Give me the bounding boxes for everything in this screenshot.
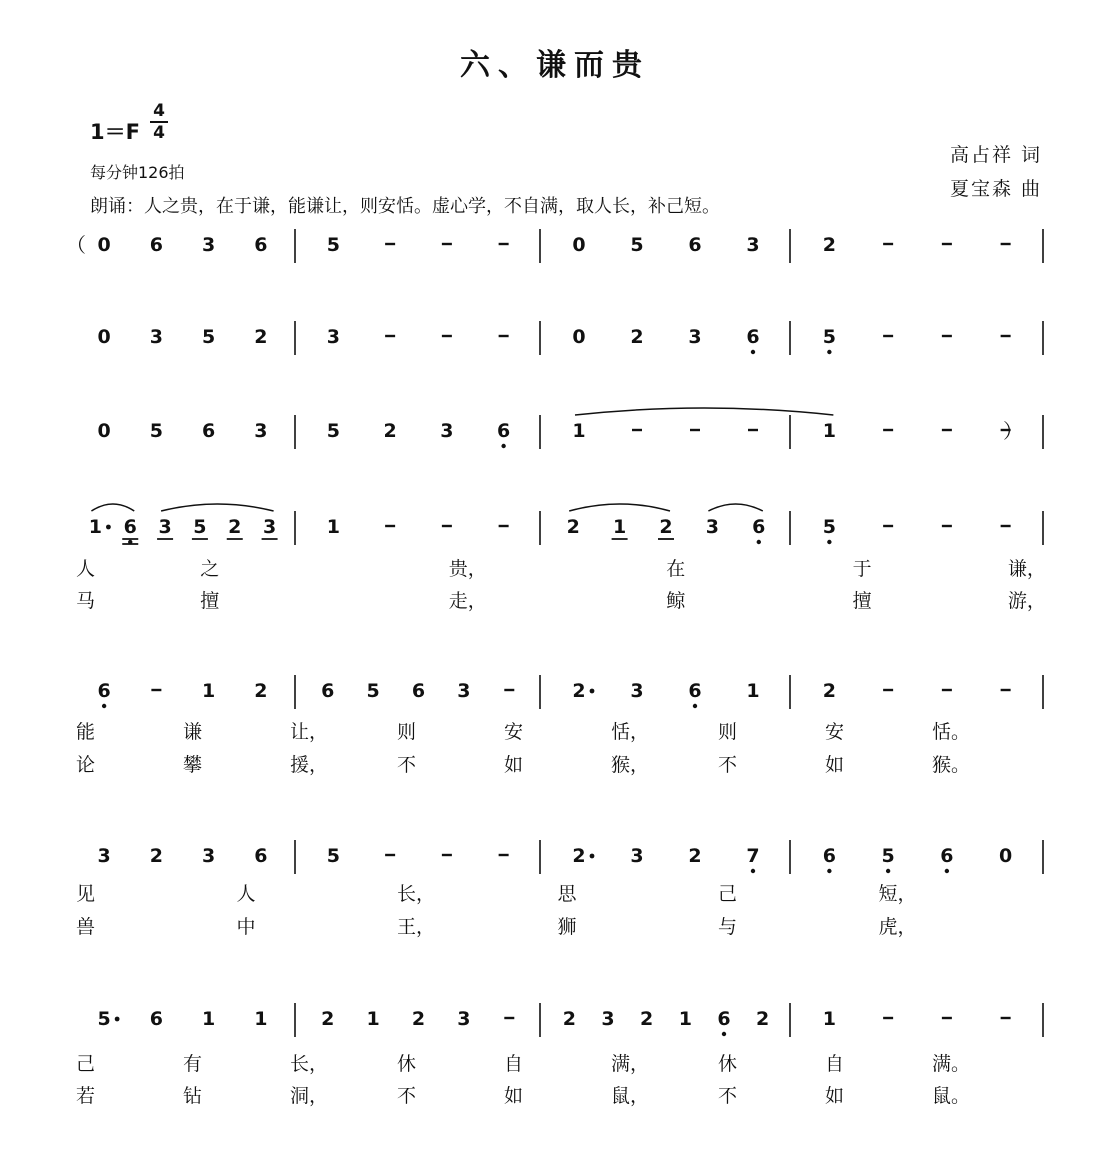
note-digit: 3 <box>326 326 340 348</box>
lyric-char: 钻 <box>183 1085 203 1107</box>
note-digit: 3 <box>97 845 111 867</box>
low-octave-dot <box>693 704 697 708</box>
slur <box>91 504 134 511</box>
low-octave-dot <box>945 869 949 873</box>
lyric-char: 之 <box>200 558 220 580</box>
note-digit: 5 <box>366 680 380 702</box>
note-digit: 2 <box>630 326 644 348</box>
note-digit: 6 <box>688 234 702 256</box>
note-digit: 2 <box>756 1008 770 1030</box>
note-digit: 0 <box>97 234 111 256</box>
note-digit: 1 <box>366 1008 380 1030</box>
note-digit: 6 <box>940 845 954 867</box>
note-digit: 2 <box>228 516 242 538</box>
lyric-char: 如 <box>825 754 845 776</box>
lyric-char: 如 <box>825 1085 845 1107</box>
lyric-char: 擅 <box>200 590 220 612</box>
lyric-char: 不 <box>397 754 417 776</box>
note-digit: 6 <box>321 680 335 702</box>
note-digit: 5 <box>97 1008 111 1030</box>
lyric-char: 有 <box>183 1053 203 1075</box>
song-title: 六、谦而贵 <box>460 48 650 83</box>
lyric-char: 满， <box>611 1053 650 1075</box>
note-digit: 2 <box>640 1008 654 1030</box>
note-digit: 6 <box>149 1008 163 1030</box>
note-digit: 3 <box>601 1008 615 1030</box>
lyric-char: 不 <box>397 1085 417 1107</box>
note-digit: 6 <box>497 420 511 442</box>
note-digit: 1 <box>822 1008 836 1030</box>
lyric-char: 自 <box>504 1053 524 1075</box>
lyric-char: 休 <box>718 1053 738 1075</box>
lyric-char: 在 <box>666 558 686 580</box>
note-digit: 2 <box>254 326 268 348</box>
note-digit: 5 <box>822 326 836 348</box>
note-digit: 1 <box>254 1008 268 1030</box>
note-digit: 6 <box>97 680 111 702</box>
lyric-char: 中 <box>236 916 256 938</box>
note-digit: 1 <box>746 680 760 702</box>
lyric-char: 游， <box>1007 590 1046 612</box>
note-digit: 6 <box>254 845 268 867</box>
note-digit: 3 <box>440 420 454 442</box>
lyric-char: 长， <box>290 1053 329 1075</box>
note-digit: 2 <box>149 845 163 867</box>
low-octave-dot <box>757 540 761 544</box>
note-digit: 6 <box>688 680 702 702</box>
note-digit: 0 <box>999 845 1013 867</box>
note-digit: 5 <box>193 516 207 538</box>
lyric-char: 谦， <box>1007 558 1046 580</box>
lyric-char: 与 <box>718 916 738 938</box>
note-digit: 2 <box>822 234 836 256</box>
low-octave-dot <box>722 1032 726 1036</box>
slur <box>708 504 762 511</box>
lyricist-credit: 高占祥 词 <box>949 144 1042 166</box>
note-digit: 5 <box>630 234 644 256</box>
note-digit: 3 <box>149 326 163 348</box>
note-digit: 6 <box>123 516 137 538</box>
lyric-char: 如 <box>504 754 524 776</box>
note-digit: 2 <box>566 516 580 538</box>
lyric-char: 王， <box>397 916 436 938</box>
lyric-char: 谦 <box>183 721 203 743</box>
opening-parenthesis: （ <box>66 233 86 257</box>
lyric-char: 兽 <box>76 916 96 938</box>
low-octave-dot <box>501 444 505 448</box>
note-digit: 1 <box>612 516 627 538</box>
note-digit: 6 <box>752 516 766 538</box>
note-digit: 2 <box>659 516 673 538</box>
closing-parenthesis: ） <box>1003 419 1023 443</box>
low-octave-dot <box>827 350 831 354</box>
note-digit: 2 <box>822 680 836 702</box>
note-digit: 3 <box>254 420 268 442</box>
note-digit: 6 <box>717 1008 731 1030</box>
recitation-text: 朗诵：人之贵，在于谦，能谦让，则安恬。虚心学，不自满，取人长，补己短。 <box>90 196 720 217</box>
lyric-char: 长， <box>397 883 436 905</box>
note-digit: 1 <box>572 420 586 442</box>
lyric-char: 休 <box>397 1053 417 1075</box>
note-digit: 5 <box>326 845 340 867</box>
slur <box>161 504 274 511</box>
lyric-char: 猴， <box>611 754 650 776</box>
lyric-char: 如 <box>504 1085 524 1107</box>
lyric-char: 论 <box>76 754 96 776</box>
augmentation-dot <box>106 525 111 530</box>
lyric-char: 见 <box>76 883 96 905</box>
lyric-char: 鼠。 <box>932 1085 971 1107</box>
lyric-char: 让， <box>290 721 329 743</box>
note-digit: 3 <box>630 845 644 867</box>
note-digit: 1 <box>88 516 103 538</box>
lyric-char: 于 <box>852 558 872 580</box>
note-digit: 5 <box>822 516 836 538</box>
lyric-char: 安 <box>825 721 845 743</box>
note-digit: 3 <box>630 680 644 702</box>
note-digit: 2 <box>383 420 397 442</box>
note-digit: 1 <box>202 680 216 702</box>
slur <box>569 504 670 511</box>
lyric-char: 擅 <box>852 590 872 612</box>
low-octave-dot <box>827 869 831 873</box>
lyric-char: 己 <box>76 1053 96 1075</box>
lyric-char: 思 <box>557 883 577 905</box>
lyric-char: 自 <box>825 1053 845 1075</box>
lyric-char: 援， <box>290 754 329 776</box>
note-digit: 6 <box>149 234 163 256</box>
lyric-char: 能 <box>76 721 96 743</box>
low-octave-dot <box>102 704 106 708</box>
note-digit: 3 <box>158 516 172 538</box>
note-digit: 1 <box>326 516 340 538</box>
lyric-char: 不 <box>718 1085 738 1107</box>
note-digit: 2 <box>254 680 268 702</box>
lyric-char: 己 <box>718 883 738 905</box>
slur <box>575 408 833 415</box>
lyric-char: 恬。 <box>932 721 971 743</box>
lyric-char: 攀 <box>183 754 203 776</box>
tempo-marking: 每分钟126拍 <box>90 163 185 182</box>
note-digit: 5 <box>326 234 340 256</box>
lyric-char: 洞， <box>290 1085 329 1107</box>
note-digit: 6 <box>411 680 426 702</box>
note-digit: 6 <box>254 234 268 256</box>
lyric-char: 马 <box>76 590 96 612</box>
lyric-char: 鼠， <box>611 1085 650 1107</box>
note-digit: 5 <box>326 420 340 442</box>
note-digit: 6 <box>202 420 216 442</box>
note-digit: 0 <box>572 234 586 256</box>
note-digit: 1 <box>202 1008 216 1030</box>
lyric-char: 则 <box>718 721 738 743</box>
lyric-char: 狮 <box>557 916 577 938</box>
note-digit: 3 <box>705 516 720 538</box>
low-octave-dot <box>751 869 755 873</box>
lyric-char: 贵， <box>448 558 487 580</box>
augmentation-dot <box>590 689 595 694</box>
lyric-char: 恬， <box>611 721 650 743</box>
time-signature-bottom: 4 <box>153 123 165 143</box>
note-digit: 1 <box>822 420 836 442</box>
note-digit: 2 <box>572 845 586 867</box>
note-digit: 5 <box>149 420 163 442</box>
lyric-char: 不 <box>718 754 738 776</box>
lyric-char: 猴。 <box>932 754 971 776</box>
note-digit: 3 <box>202 845 216 867</box>
note-digit: 0 <box>97 326 111 348</box>
low-octave-dot <box>827 540 831 544</box>
note-digit: 5 <box>881 845 895 867</box>
note-digit: 3 <box>457 680 471 702</box>
low-octave-dot <box>751 350 755 354</box>
augmentation-dot <box>115 1017 120 1022</box>
note-digit: 2 <box>688 845 702 867</box>
note-digit: 3 <box>262 516 277 538</box>
note-digit: 3 <box>746 234 760 256</box>
note-digit: 0 <box>572 326 586 348</box>
lyric-char: 人 <box>76 558 96 580</box>
note-digit: 6 <box>822 845 836 867</box>
note-digit: 7 <box>746 845 760 867</box>
note-digit: 6 <box>746 326 760 348</box>
note-digit: 3 <box>457 1008 471 1030</box>
lyric-char: 短， <box>878 883 917 905</box>
note-digit: 3 <box>688 326 702 348</box>
note-digit: 2 <box>321 1008 335 1030</box>
note-digit: 1 <box>678 1008 692 1030</box>
key-signature: 1＝F <box>90 120 140 144</box>
lyric-char: 走， <box>448 590 487 612</box>
time-signature-top: 4 <box>153 101 165 121</box>
lyric-char: 安 <box>504 721 524 743</box>
note-digit: 3 <box>202 234 216 256</box>
low-octave-dot <box>886 869 890 873</box>
note-digit: 2 <box>572 680 586 702</box>
lyric-char: 人 <box>236 883 256 905</box>
lyric-char: 虎， <box>878 916 917 938</box>
note-digit: 2 <box>411 1008 426 1030</box>
note-digit: 5 <box>202 326 216 348</box>
composer-credit: 夏宝森 曲 <box>949 178 1042 200</box>
augmentation-dot <box>590 854 595 859</box>
note-digit: 2 <box>562 1008 576 1030</box>
lyric-char: 则 <box>397 721 417 743</box>
lyric-char: 满。 <box>932 1053 971 1075</box>
lyric-char: 若 <box>76 1085 96 1107</box>
lyric-char: 鲸 <box>666 590 686 612</box>
note-digit: 0 <box>97 420 111 442</box>
